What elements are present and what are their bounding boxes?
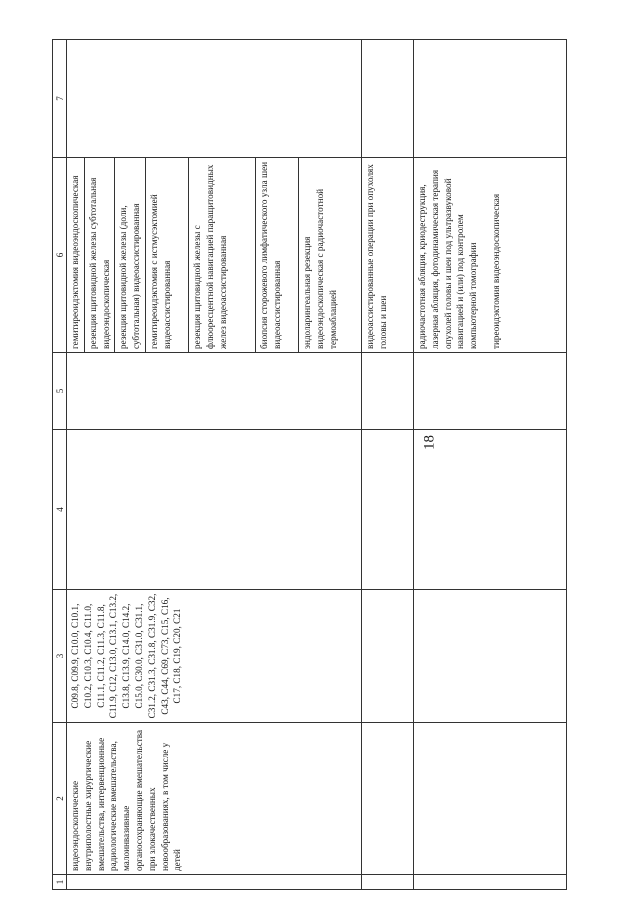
method-item: гемитиреоидэктомия с истмусэктомией видеоассистированная [146,158,189,352]
header-col-3: 3 [53,590,67,723]
method-item: тиреоидэктомия видеоэндоскопическая [490,193,501,349]
row3-col6 [414,158,567,353]
row1-col4 [67,430,362,590]
row1-col6 [67,158,362,353]
method-item: гемитиреоидэктомия видеоэндоскопическая [67,158,85,352]
row1-col7 [67,40,362,158]
page-number: 18 [421,435,438,450]
method-item: резекция щитовидной железы субтотальная видеоэндоскопическая [85,158,116,352]
header-col-7: 7 [53,40,67,158]
method-item: биопсия сторожевого лимфатического узла шеи видеоассистированная [256,158,299,352]
header-row [53,40,67,890]
row1-col5 [67,353,362,430]
table-row-1 [67,40,362,890]
method-item: радиочастотная абляция, криодеструкция, лазерная абляция, фотодинамическая терапия опухолей головы и шеи под ультразвуковой навигацией и (или) под контролем компьютерной томографии [417,169,479,349]
header-col-5: 5 [53,353,67,430]
row2-col6 [362,158,414,353]
table-row-2 [362,40,414,890]
method-item: видеоассистированные операции при опухолях головы и шеи [365,164,388,349]
method-item: эндоларингеальная резекция видеоэндоскопическая с радиочастотной термоаблацией [301,188,338,349]
rotated-table-page [52,40,567,890]
procedures-table [52,39,567,890]
row1-col3 [67,590,362,723]
row1-col2 [67,723,362,875]
intervention-description: видеоэндоскопические внутриполостные хирургические вмешательства, интервенционные радиологические вмешательства, малоинвазивные органосохраняющие вмешательства при злокачественных новообразованиях, в том числе у детей [70,729,183,871]
icd-codes: C09.8, C09.9, C10.0, C10.1, C10.2, C10.3, C10.4, C11.0, C11.1, C11.2, C11.3, C11.8, C11.9, C12, C13.0, C13.1, C13.2, C13.8, C13.9, C14.0, C14.2, C15.0, C30.0, C31.0, C31.1, C31.2, C31.3, C31.8, C31.9, C32, C43, C44, C69, C73, C15, C16, C17, C18, C19, C20, C21 [70,593,183,719]
header-col-4: 4 [53,430,67,590]
header-col-1: 1 [53,875,67,890]
row1-col1 [67,875,362,890]
header-col-6: 6 [53,158,67,353]
header-col-2: 2 [53,723,67,875]
method-item: резекция щитовидной железы с флюоресцентной навигацией паращитовидных желез видеоассистированная [189,158,256,352]
method-item: резекция щитовидной железы (доли, субтотальная) видеоассистированная [115,158,146,352]
table-row-3 [414,40,567,890]
